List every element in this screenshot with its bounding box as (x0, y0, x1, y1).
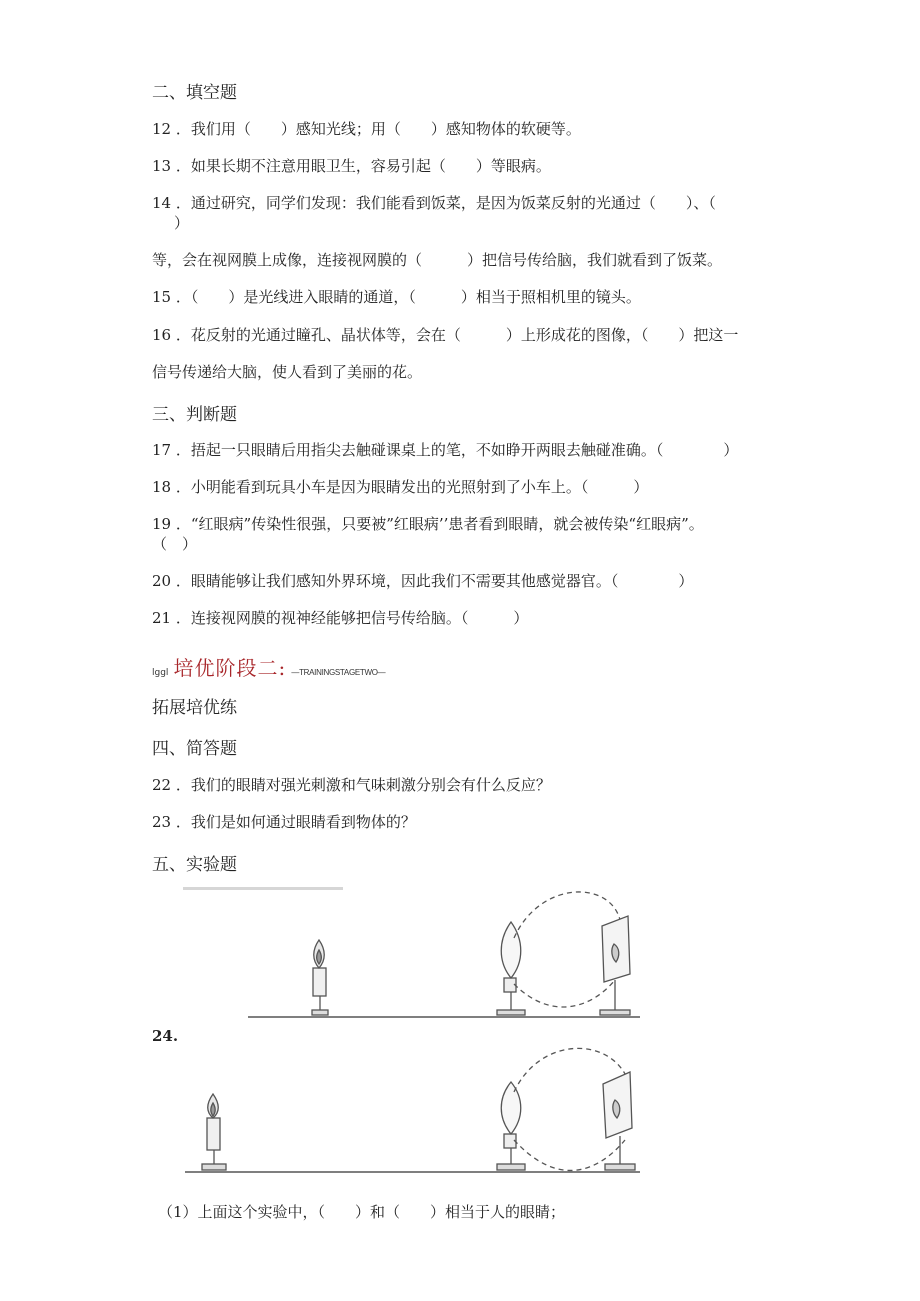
section-experiment: 五、实验题 (152, 855, 237, 875)
question-21: 21 ．连接视网膜的视神经能够把信号传给脑。（ ） (152, 609, 529, 627)
question-23: 23 ．我们是如何通过眼睛看到物体的？ (152, 813, 416, 831)
screen-icon (603, 1072, 635, 1170)
question-17: 17 ．捂起一只眼睛后用指尖去触碰课桌上的笔，不如睁开两眼去触碰准确。（ ） (152, 441, 739, 459)
question-16-line1: 16 ．花反射的光通过瞳孔、晶状体等，会在（ ）上形成花的图像，（ ）把这一 (152, 326, 739, 344)
question-20: 20 ．眼睛能够让我们感知外界环境，因此我们不需要其他感觉器官。（ ） (152, 572, 694, 590)
question-24-sub1: （1）上面这个实验中，（ ）和（ ）相当于人的眼睛； (158, 1203, 566, 1221)
question-14-line2: ） (174, 214, 190, 232)
stage-banner-english: —TRAININGSTAGETWO— (291, 668, 386, 677)
question-24-number: 24. (152, 1027, 179, 1045)
question-19-line2: （ ） (152, 535, 198, 553)
question-19-line1: 19 ．“红眼病”传染性很强，只要被”红眼病’’患者看到眼睛，就会被传染“红眼病”。 (152, 515, 704, 533)
convex-lens-icon (497, 1082, 525, 1170)
stage-banner-title: 培优阶段二: (173, 656, 287, 680)
section-short-answer: 四、简答题 (152, 739, 237, 759)
question-14-line3: 等，会在视网膜上成像，连接视网膜的（ ）把信号传给脑，我们就看到了饭菜。 (152, 251, 723, 269)
candle-icon (202, 1094, 226, 1170)
section-judgement: 三、判断题 (152, 405, 237, 425)
question-15: 15 ．（ ）是光线进入眼睛的通道，（ ）相当于照相机里的镜头。 (152, 288, 641, 306)
question-18: 18 ．小明能看到玩具小车是因为眼睛发出的光照射到了小车上。（ ） (152, 478, 649, 496)
question-12: 12 ．我们用（ ）感知光线；用（ ）感知物体的软硬等。 (152, 120, 581, 138)
section-fill-blank: 二、填空题 (152, 83, 237, 103)
section-extension: 拓展培优练 (152, 698, 237, 718)
question-14-line1: 14 ．通过研究，同学们发现：我们能看到饭菜，是因为饭菜反射的光通过（ ）、（ (152, 194, 716, 212)
question-13: 13 ．如果长期不注意用眼卫生，容易引起（ ）等眼病。 (152, 157, 551, 175)
stage-banner-small: lggl (152, 668, 169, 678)
question-22: 22 ．我们的眼睛对强光刺激和气味刺激分别会有什么反应？ (152, 776, 551, 794)
question-16-line2: 信号传递给大脑，使人看到了美丽的花。 (152, 363, 423, 381)
